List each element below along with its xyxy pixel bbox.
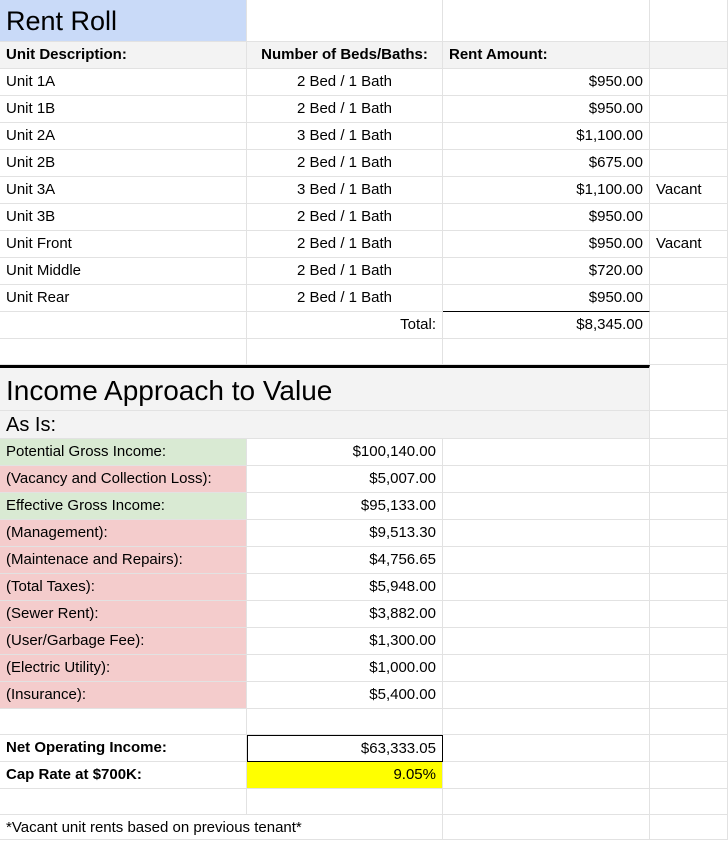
rent-amount-cell[interactable]: $1,100.00 xyxy=(443,177,650,204)
empty-cell[interactable] xyxy=(443,493,650,520)
rent-amount-cell[interactable]: $720.00 xyxy=(443,258,650,285)
empty-cell[interactable] xyxy=(443,439,650,466)
unit-description-cell[interactable]: Unit Rear xyxy=(0,285,247,312)
unit-note-cell[interactable] xyxy=(650,96,728,123)
empty-cell[interactable] xyxy=(650,574,728,601)
empty-cell[interactable] xyxy=(443,574,650,601)
unit-note-cell[interactable] xyxy=(650,258,728,285)
unit-description-cell[interactable]: Unit 1B xyxy=(0,96,247,123)
empty-cell[interactable] xyxy=(650,709,728,735)
rent-amount-cell[interactable]: $950.00 xyxy=(443,285,650,312)
empty-cell[interactable] xyxy=(650,601,728,628)
empty-cell[interactable] xyxy=(443,520,650,547)
empty-cell[interactable] xyxy=(650,339,728,365)
income-row-label[interactable]: (Total Taxes): xyxy=(0,574,247,601)
empty-cell[interactable] xyxy=(0,709,247,735)
empty-cell[interactable] xyxy=(443,339,650,365)
beds-baths-cell[interactable]: 2 Bed / 1 Bath xyxy=(247,150,443,177)
empty-cell[interactable] xyxy=(650,365,728,411)
empty-cell[interactable] xyxy=(650,466,728,493)
income-row-label[interactable]: (Insurance): xyxy=(0,682,247,709)
empty-cell[interactable] xyxy=(650,762,728,789)
empty-cell[interactable] xyxy=(443,0,650,42)
total-label[interactable]: Total: xyxy=(247,312,443,339)
income-row-label[interactable]: (Maintenace and Repairs): xyxy=(0,547,247,574)
header-beds-baths[interactable]: Number of Beds/Baths: xyxy=(247,42,443,69)
empty-cell[interactable] xyxy=(650,42,728,69)
empty-cell[interactable] xyxy=(443,815,650,840)
income-row-value[interactable]: $1,000.00 xyxy=(247,655,443,682)
total-rent-value[interactable]: $8,345.00 xyxy=(443,312,650,339)
empty-cell[interactable] xyxy=(443,547,650,574)
unit-note-cell[interactable] xyxy=(650,150,728,177)
empty-cell[interactable] xyxy=(650,520,728,547)
beds-baths-cell[interactable]: 2 Bed / 1 Bath xyxy=(247,96,443,123)
income-row-value[interactable]: $3,882.00 xyxy=(247,601,443,628)
empty-cell[interactable] xyxy=(650,682,728,709)
income-row-label[interactable]: (Sewer Rent): xyxy=(0,601,247,628)
empty-cell[interactable] xyxy=(443,682,650,709)
income-row-value[interactable]: $100,140.00 xyxy=(247,439,443,466)
income-row-label[interactable]: (Electric Utility): xyxy=(0,655,247,682)
empty-cell[interactable] xyxy=(0,339,247,365)
income-row-value[interactable]: $5,007.00 xyxy=(247,466,443,493)
empty-cell[interactable] xyxy=(650,655,728,682)
income-row-label[interactable]: (Management): xyxy=(0,520,247,547)
unit-description-cell[interactable]: Unit 3B xyxy=(0,204,247,231)
footnote[interactable]: *Vacant unit rents based on previous tenant* xyxy=(0,815,443,840)
unit-description-cell[interactable]: Unit 2B xyxy=(0,150,247,177)
empty-cell[interactable] xyxy=(0,789,247,815)
income-row-value[interactable]: $4,756.65 xyxy=(247,547,443,574)
beds-baths-cell[interactable]: 2 Bed / 1 Bath xyxy=(247,231,443,258)
income-row-label[interactable]: (User/Garbage Fee): xyxy=(0,628,247,655)
rent-amount-cell[interactable]: $675.00 xyxy=(443,150,650,177)
empty-cell[interactable] xyxy=(443,601,650,628)
unit-description-cell[interactable]: Unit Front xyxy=(0,231,247,258)
empty-cell[interactable] xyxy=(650,815,728,840)
empty-cell[interactable] xyxy=(247,789,443,815)
empty-cell[interactable] xyxy=(0,312,247,339)
beds-baths-cell[interactable]: 2 Bed / 1 Bath xyxy=(247,69,443,96)
empty-cell[interactable] xyxy=(443,709,650,735)
empty-cell[interactable] xyxy=(650,439,728,466)
beds-baths-cell[interactable]: 3 Bed / 1 Bath xyxy=(247,123,443,150)
rent-amount-cell[interactable]: $950.00 xyxy=(443,96,650,123)
unit-note-cell[interactable] xyxy=(650,69,728,96)
empty-cell[interactable] xyxy=(650,547,728,574)
as-is-label[interactable]: As Is: xyxy=(0,411,650,439)
empty-cell[interactable] xyxy=(247,339,443,365)
empty-cell[interactable] xyxy=(443,762,650,789)
empty-cell[interactable] xyxy=(650,312,728,339)
empty-cell[interactable] xyxy=(443,655,650,682)
rent-amount-cell[interactable]: $950.00 xyxy=(443,204,650,231)
cap-rate-label[interactable]: Cap Rate at $700K: xyxy=(0,762,247,789)
income-row-label[interactable]: Potential Gross Income: xyxy=(0,439,247,466)
unit-note-cell[interactable]: Vacant xyxy=(650,231,728,258)
beds-baths-cell[interactable]: 3 Bed / 1 Bath xyxy=(247,177,443,204)
beds-baths-cell[interactable]: 2 Bed / 1 Bath xyxy=(247,258,443,285)
empty-cell[interactable] xyxy=(443,628,650,655)
unit-description-cell[interactable]: Unit 3A xyxy=(0,177,247,204)
noi-label[interactable]: Net Operating Income: xyxy=(0,735,247,762)
unit-note-cell[interactable] xyxy=(650,285,728,312)
unit-description-cell[interactable]: Unit 2A xyxy=(0,123,247,150)
empty-cell[interactable] xyxy=(650,493,728,520)
unit-note-cell[interactable] xyxy=(650,123,728,150)
empty-cell[interactable] xyxy=(650,735,728,762)
rent-roll-title[interactable]: Rent Roll xyxy=(0,0,247,42)
empty-cell[interactable] xyxy=(247,709,443,735)
rent-amount-cell[interactable]: $950.00 xyxy=(443,231,650,258)
empty-cell[interactable] xyxy=(443,466,650,493)
empty-cell[interactable] xyxy=(650,0,728,42)
cap-rate-value[interactable]: 9.05% xyxy=(247,762,443,789)
income-row-value[interactable]: $95,133.00 xyxy=(247,493,443,520)
income-row-value[interactable]: $1,300.00 xyxy=(247,628,443,655)
income-row-value[interactable]: $5,948.00 xyxy=(247,574,443,601)
income-row-value[interactable]: $9,513.30 xyxy=(247,520,443,547)
empty-cell[interactable] xyxy=(443,789,650,815)
income-row-label[interactable]: (Vacancy and Collection Loss): xyxy=(0,466,247,493)
empty-cell[interactable] xyxy=(650,411,728,439)
rent-amount-cell[interactable]: $1,100.00 xyxy=(443,123,650,150)
empty-cell[interactable] xyxy=(650,789,728,815)
noi-value[interactable]: $63,333.05 xyxy=(247,735,443,762)
empty-cell[interactable] xyxy=(247,0,443,42)
empty-cell[interactable] xyxy=(443,735,650,762)
beds-baths-cell[interactable]: 2 Bed / 1 Bath xyxy=(247,204,443,231)
beds-baths-cell[interactable]: 2 Bed / 1 Bath xyxy=(247,285,443,312)
empty-cell[interactable] xyxy=(650,628,728,655)
income-approach-title[interactable]: Income Approach to Value xyxy=(0,365,650,411)
rent-amount-cell[interactable]: $950.00 xyxy=(443,69,650,96)
unit-description-cell[interactable]: Unit 1A xyxy=(0,69,247,96)
unit-note-cell[interactable]: Vacant xyxy=(650,177,728,204)
income-row-value[interactable]: $5,400.00 xyxy=(247,682,443,709)
header-rent-amount[interactable]: Rent Amount: xyxy=(443,42,650,69)
income-row-label[interactable]: Effective Gross Income: xyxy=(0,493,247,520)
unit-note-cell[interactable] xyxy=(650,204,728,231)
header-unit-description[interactable]: Unit Description: xyxy=(0,42,247,69)
unit-description-cell[interactable]: Unit Middle xyxy=(0,258,247,285)
